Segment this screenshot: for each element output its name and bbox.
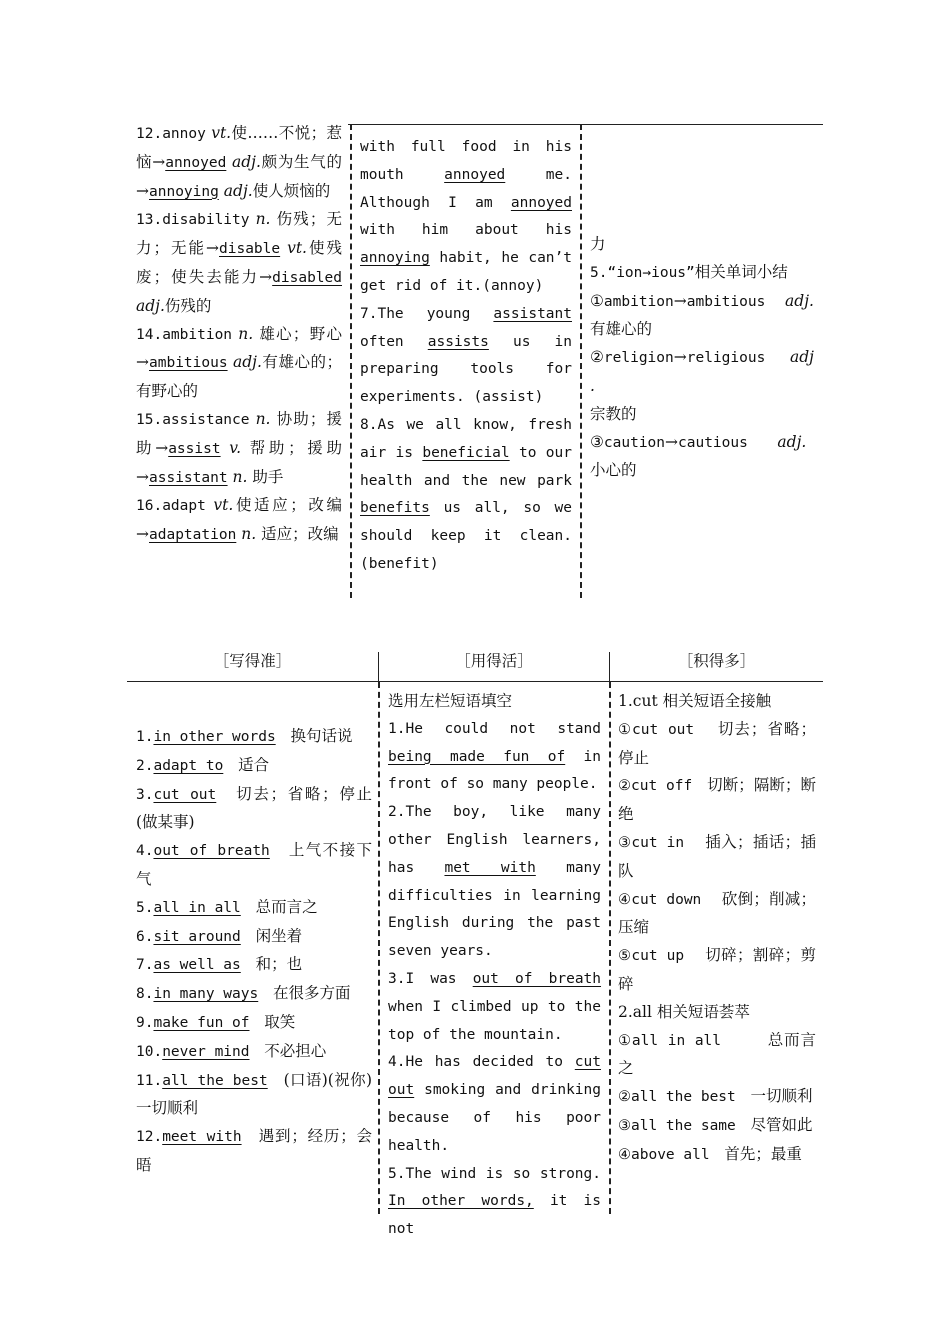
example-benefit: 8.As we all know, fresh air is beneficial to our health and the new park benefits us all, so we should keep it clean.(benefit) [360,416,572,572]
word-entry-14: 14.ambition n. 雄心；野心→ambitious adj.有雄心的；有野心的 [136,324,342,401]
bottom-col1 [136,723,372,1180]
example-assist: 7.The young assistant often assists us in preparing tools for experiments. (assist) [360,305,573,406]
cut-phrase-4: ④cut down 砍倒；削减；压缩 [618,889,816,937]
header-use: ［用得活］ [455,652,533,670]
phrase-2: 2.adapt to 适合 [136,755,270,774]
top-divider-1 [350,124,352,598]
bottom-divider-2 [609,682,611,1214]
phrase-7: 7.as well as 和；也 [136,955,303,974]
all-phrase-4: ④above all 首先；最重 [618,1144,802,1163]
phrase-3: 3.cut out 切去；省略；停止(做某事) [136,784,373,832]
fill-sentence-1: 1.He could not stand being made fun of in front of so many people. [388,720,601,793]
top-table-top-border [348,124,823,125]
top-col3 [590,231,814,485]
fill-instruction: 选用左栏短语填空 [388,692,513,710]
phrase-6: 6.sit around 闲坐着 [136,926,303,945]
bottom-header-divider-2 [609,652,610,681]
cut-phrase-1: ①cut out 切去；省略；停止 [618,719,816,767]
fill-sentence-4: 4.He has decided to cut out smoking and drinking because of his poor health. [388,1054,601,1154]
ion-item-1: ①ambition→ambitious adj. 有雄心的 [590,291,814,339]
phrase-10: 10.never mind 不必担心 [136,1041,327,1060]
fill-sentence-3: 3.I was out of breath when I climbed up to the top of the mountain. [388,970,602,1043]
word-entry-15: 15.assistance n. 协助；援助→assist v. 帮助；援助→assistant n. 助手 [136,409,342,486]
all-phrases-title: 2.all 相关短语荟萃 [618,1002,750,1021]
top-col1 [136,120,342,550]
word-entry-16: 16.adapt vt.使适应；改编→adaptation n. 适应；改编 [136,496,342,544]
phrase-1: 1.in other words 换句话说 [136,727,353,745]
fill-sentence-5: 5.The wind is so strong. In other words, it is not [388,1165,602,1238]
example-annoy: with full food in his mouth annoyed me. Although I am annoyed with him about his annoying habit, he can’t get rid of it.(annoy) [360,139,572,294]
word-entry-12: 12.annoy vt.使……不悦；惹恼→annoyed adj.颇为生气的→annoying adj.使人烦恼的 [136,124,342,200]
cut-phrases-title: 1.cut 相关短语全接触 [618,692,772,710]
cut-phrase-5: ⑤cut up 切碎；割碎；剪碎 [618,946,816,993]
col3-summary-title: 5.“ion→ious”相关单词小结 [590,262,788,281]
header-accumulate: ［积得多］ [677,652,756,670]
bottom-divider-1 [378,682,380,1214]
phrase-4: 4.out of breath 上气不接下气 [136,841,372,888]
ion-item-2: ②religion→religious adj. 宗教的 [590,348,814,423]
cut-phrase-3: ③cut in 插入；插话；插队 [618,832,816,880]
cut-phrase-2: ②cut off 切断；隔断；断绝 [618,776,816,824]
phrase-9: 9.make fun of 取笑 [136,1012,296,1031]
top-divider-2 [580,124,582,598]
bottom-col3 [618,688,816,1170]
all-phrase-3: ③all the same 尽管如此 [618,1115,813,1134]
bottom-col2 [388,688,601,1244]
header-write: ［写得准］ [213,652,292,670]
col3-continuation: 力 [590,235,606,253]
phrase-5: 5.all in all 总而言之 [136,897,318,916]
fill-sentence-2: 2.The boy, like many other English learners, has met with many difficulties in learning English during the past seven years. [388,804,602,960]
word-entry-13: 13.disability n. 伤残；无力；无能→disable vt.使残废；使失去能力→disabled adj.伤残的 [136,210,342,315]
bottom-header-divider-1 [378,652,379,681]
ion-item-3: ③caution→cautious adj. 小心的 [590,432,807,480]
top-col2 [360,134,572,579]
phrase-11: 11.all the best (口语)(祝你)一切顺利 [136,1070,372,1118]
all-phrase-2: ②all the best 一切顺利 [618,1087,813,1106]
header-separator [127,681,823,682]
phrase-12: 12.meet with 遇到；经历；会晤 [136,1127,373,1174]
phrase-8: 8.in many ways 在很多方面 [136,984,351,1003]
all-phrase-1: ①all in all 总而言之 [618,1030,816,1078]
